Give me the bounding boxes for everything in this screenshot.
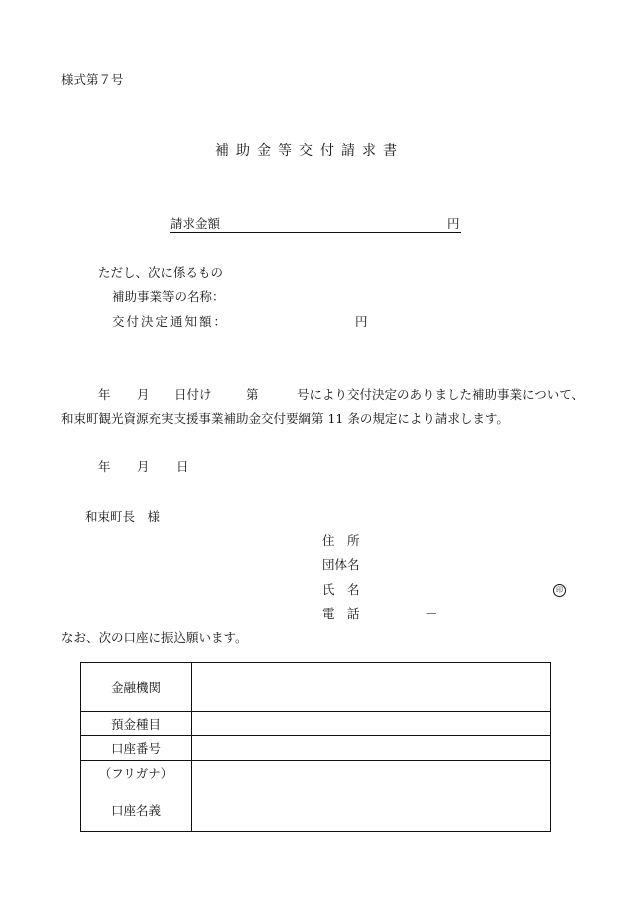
seal-icon: 印 <box>553 584 566 597</box>
group-name-label: 団体名 <box>322 557 360 572</box>
date-month: 月 <box>137 459 150 474</box>
request-amount-underline <box>170 216 461 233</box>
document-title: 補助金等交付請求書 <box>215 143 404 159</box>
table-row <box>81 663 551 712</box>
account-number-label: 口座番号 <box>81 736 192 761</box>
name-label: 氏 名 <box>322 582 360 597</box>
request-amount-label: 請求金額 <box>170 216 221 231</box>
account-holder-field[interactable] <box>192 761 551 832</box>
bank-name-label: 金融機関 <box>81 663 192 712</box>
account-holder-label: 口座名義 <box>110 803 161 818</box>
table-row <box>81 736 551 761</box>
date-year: 年 <box>98 459 111 474</box>
bank-note: なお、次の口座に振込願います。 <box>61 630 248 645</box>
bank-account-table <box>80 662 551 832</box>
decision-amount-label: 交付決定通知額： <box>112 314 229 329</box>
body-dai: 第 <box>246 387 259 402</box>
phone-dash: － <box>425 606 438 621</box>
account-holder-label-cell <box>81 761 192 832</box>
project-name-label: 補助事業等の名称： <box>112 289 225 304</box>
table-row <box>81 712 551 736</box>
body-dated: 日付け <box>174 387 212 402</box>
phone-label: 電 話 <box>322 606 360 621</box>
bank-name-field[interactable] <box>192 663 551 712</box>
body-line2: 和束町観光資源充実支援事業補助金交付要綱第 11 条の規定により請求します。 <box>61 411 509 426</box>
body-year: 年 <box>98 387 111 402</box>
date-day: 日 <box>176 459 189 474</box>
decision-amount-unit: 円 <box>355 314 368 329</box>
account-type-label: 預金種目 <box>81 712 192 736</box>
body-month: 月 <box>137 387 150 402</box>
furigana-label: （フリガナ） <box>98 766 174 781</box>
table-row <box>81 761 551 832</box>
addressee: 和束町長 様 <box>85 509 161 524</box>
details-intro: ただし、次に係るもの <box>98 265 224 280</box>
account-type-field[interactable] <box>192 712 551 736</box>
form-number: 様式第７号 <box>61 72 124 87</box>
body-rest: 号により交付決定のありました補助事業について、 <box>297 387 585 402</box>
request-amount-unit: 円 <box>447 216 460 231</box>
account-number-field[interactable] <box>192 736 551 761</box>
address-label: 住 所 <box>322 533 360 548</box>
